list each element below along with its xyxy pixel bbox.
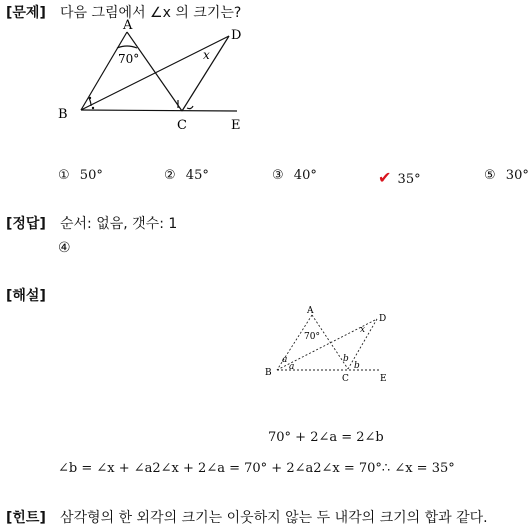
label-c: C	[177, 118, 187, 133]
angle-x-label: x	[203, 48, 210, 62]
exp-angle-x: x	[360, 325, 366, 335]
choice-1-mark: ①	[58, 168, 70, 183]
exp-angle-b2: b	[354, 361, 360, 371]
choice-3-value: 40°	[293, 168, 317, 183]
choice-3-mark: ③	[272, 168, 284, 183]
exp-label-d: D	[379, 314, 387, 324]
checkmark-icon: ✔	[378, 168, 392, 187]
choice-5-value: 30°	[505, 168, 529, 183]
exp-label-c: C	[342, 374, 349, 384]
label-a: A	[123, 18, 133, 33]
exp-label-a: A	[307, 306, 314, 316]
explanation-figure	[262, 302, 398, 386]
hint-tag: [힌트]	[6, 510, 46, 526]
exp-angle-a2: a	[289, 362, 295, 372]
label-e: E	[231, 118, 241, 133]
choice-1-value: 50°	[79, 168, 103, 183]
exp-label-e: E	[380, 374, 387, 384]
explanation-tag: [해설]	[6, 288, 46, 304]
answer-value: ④	[58, 240, 71, 256]
problem-figure	[55, 14, 255, 134]
problem-tag: [문제]	[6, 5, 46, 21]
choice-2-mark: ②	[164, 168, 176, 183]
choice-1[interactable]	[58, 168, 103, 183]
exp-angle-a1: a	[282, 355, 288, 365]
label-d: D	[231, 28, 242, 43]
exp-label-b: B	[265, 368, 272, 378]
choice-3[interactable]	[272, 168, 317, 183]
choice-5-mark: ⑤	[484, 168, 496, 183]
question-text: 다음 그림에서 ∠x 의 크기는?	[60, 5, 242, 21]
choice-4[interactable]	[378, 168, 421, 187]
answer-tag: [정답]	[6, 216, 46, 232]
angle-a-label: 70°	[118, 52, 140, 66]
equation-1: 70° + 2∠a = 2∠b	[268, 430, 384, 445]
exp-angle-70: 70°	[304, 332, 320, 342]
choice-4-value: 35°	[397, 172, 421, 187]
choice-5[interactable]	[484, 168, 529, 183]
label-b: B	[58, 107, 68, 122]
equation-2: ∠b = ∠x + ∠a2∠x + 2∠a = 70° + 2∠a2∠x = 70°∴ ∠x = 35°	[58, 461, 455, 476]
answer-line: 순서: 없음, 갯수: 1	[60, 216, 178, 232]
choice-2[interactable]	[164, 168, 209, 183]
hint-text: 삼각형의 한 외각의 크기는 이웃하지 않는 두 내각의 크기의 합과 같다.	[60, 510, 488, 526]
choice-2-value: 45°	[185, 168, 209, 183]
exp-angle-b1: b	[343, 354, 349, 364]
